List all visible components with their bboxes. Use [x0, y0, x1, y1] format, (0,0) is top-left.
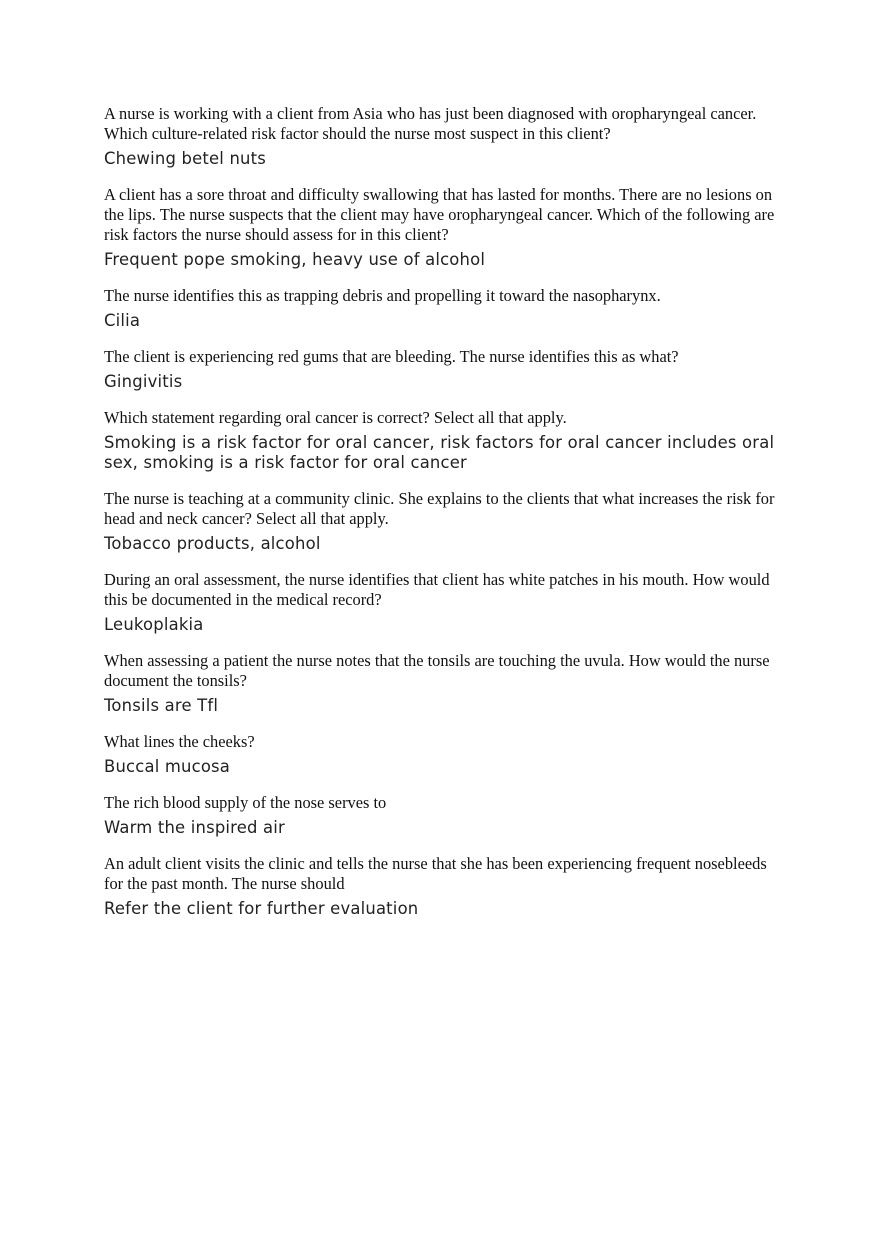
- answer-text: Chewing betel nuts: [104, 149, 266, 168]
- question-text: The client is experiencing red gums that are bleeding. The nurse identifies this as what?: [104, 347, 679, 366]
- qa-item: [104, 651, 784, 716]
- question-text: A nurse is working with a client from Asia who has just been diagnosed with oropharyngeal cancer. Which culture-related risk factor should the nurse most suspect in this client?: [104, 104, 757, 143]
- qa-item: [104, 185, 784, 270]
- answer-text: Refer the client for further evaluation: [104, 899, 419, 918]
- question-text: When assessing a patient the nurse notes that the tonsils are touching the uvula. How would the nurse document the tonsils?: [104, 651, 770, 690]
- question-text: The rich blood supply of the nose serves to: [104, 793, 387, 812]
- qa-item: [104, 793, 784, 838]
- question-text: A client has a sore throat and difficulty swallowing that has lasted for months. There are no lesions on the lips. The nurse suspects that the client may have oropharyngeal cancer. Which of the following are risk factors the nurse should assess for in this client?: [104, 185, 775, 244]
- question-text: Which statement regarding oral cancer is correct? Select all that apply.: [104, 408, 567, 427]
- answer-text: Tobacco products, alcohol: [104, 534, 321, 553]
- answer-text: Frequent pope smoking, heavy use of alcohol: [104, 250, 486, 269]
- qa-item: [104, 570, 784, 635]
- qa-item: [104, 732, 784, 777]
- answer-text: Buccal mucosa: [104, 757, 231, 776]
- question-text: The nurse identifies this as trapping debris and propelling it toward the nasopharynx.: [104, 286, 661, 305]
- answer-text: Gingivitis: [104, 372, 183, 391]
- qa-item: [104, 286, 784, 331]
- qa-item: [104, 854, 784, 919]
- answer-text: Warm the inspired air: [104, 818, 285, 837]
- question-text: What lines the cheeks?: [104, 732, 255, 751]
- answer-text: Smoking is a risk factor for oral cancer, risk factors for oral cancer includes oral sex, smoking is a risk factor for oral cancer: [104, 433, 775, 472]
- question-text: During an oral assessment, the nurse identifies that client has white patches in his mouth. How would this be documented in the medical record?: [104, 570, 770, 609]
- answer-text: Cilia: [104, 311, 141, 330]
- qa-item: [104, 104, 784, 169]
- answer-text: Tonsils are Tfl: [104, 696, 219, 715]
- qa-item: [104, 408, 784, 473]
- question-text: The nurse is teaching at a community clinic. She explains to the clients that what increases the risk for head and neck cancer? Select all that apply.: [104, 489, 775, 528]
- qa-item: [104, 347, 784, 392]
- question-text: An adult client visits the clinic and tells the nurse that she has been experiencing frequent nosebleeds for the past month. The nurse should: [104, 854, 767, 893]
- question-answer-list: [104, 104, 784, 935]
- answer-text: Leukoplakia: [104, 615, 204, 634]
- qa-item: [104, 489, 784, 554]
